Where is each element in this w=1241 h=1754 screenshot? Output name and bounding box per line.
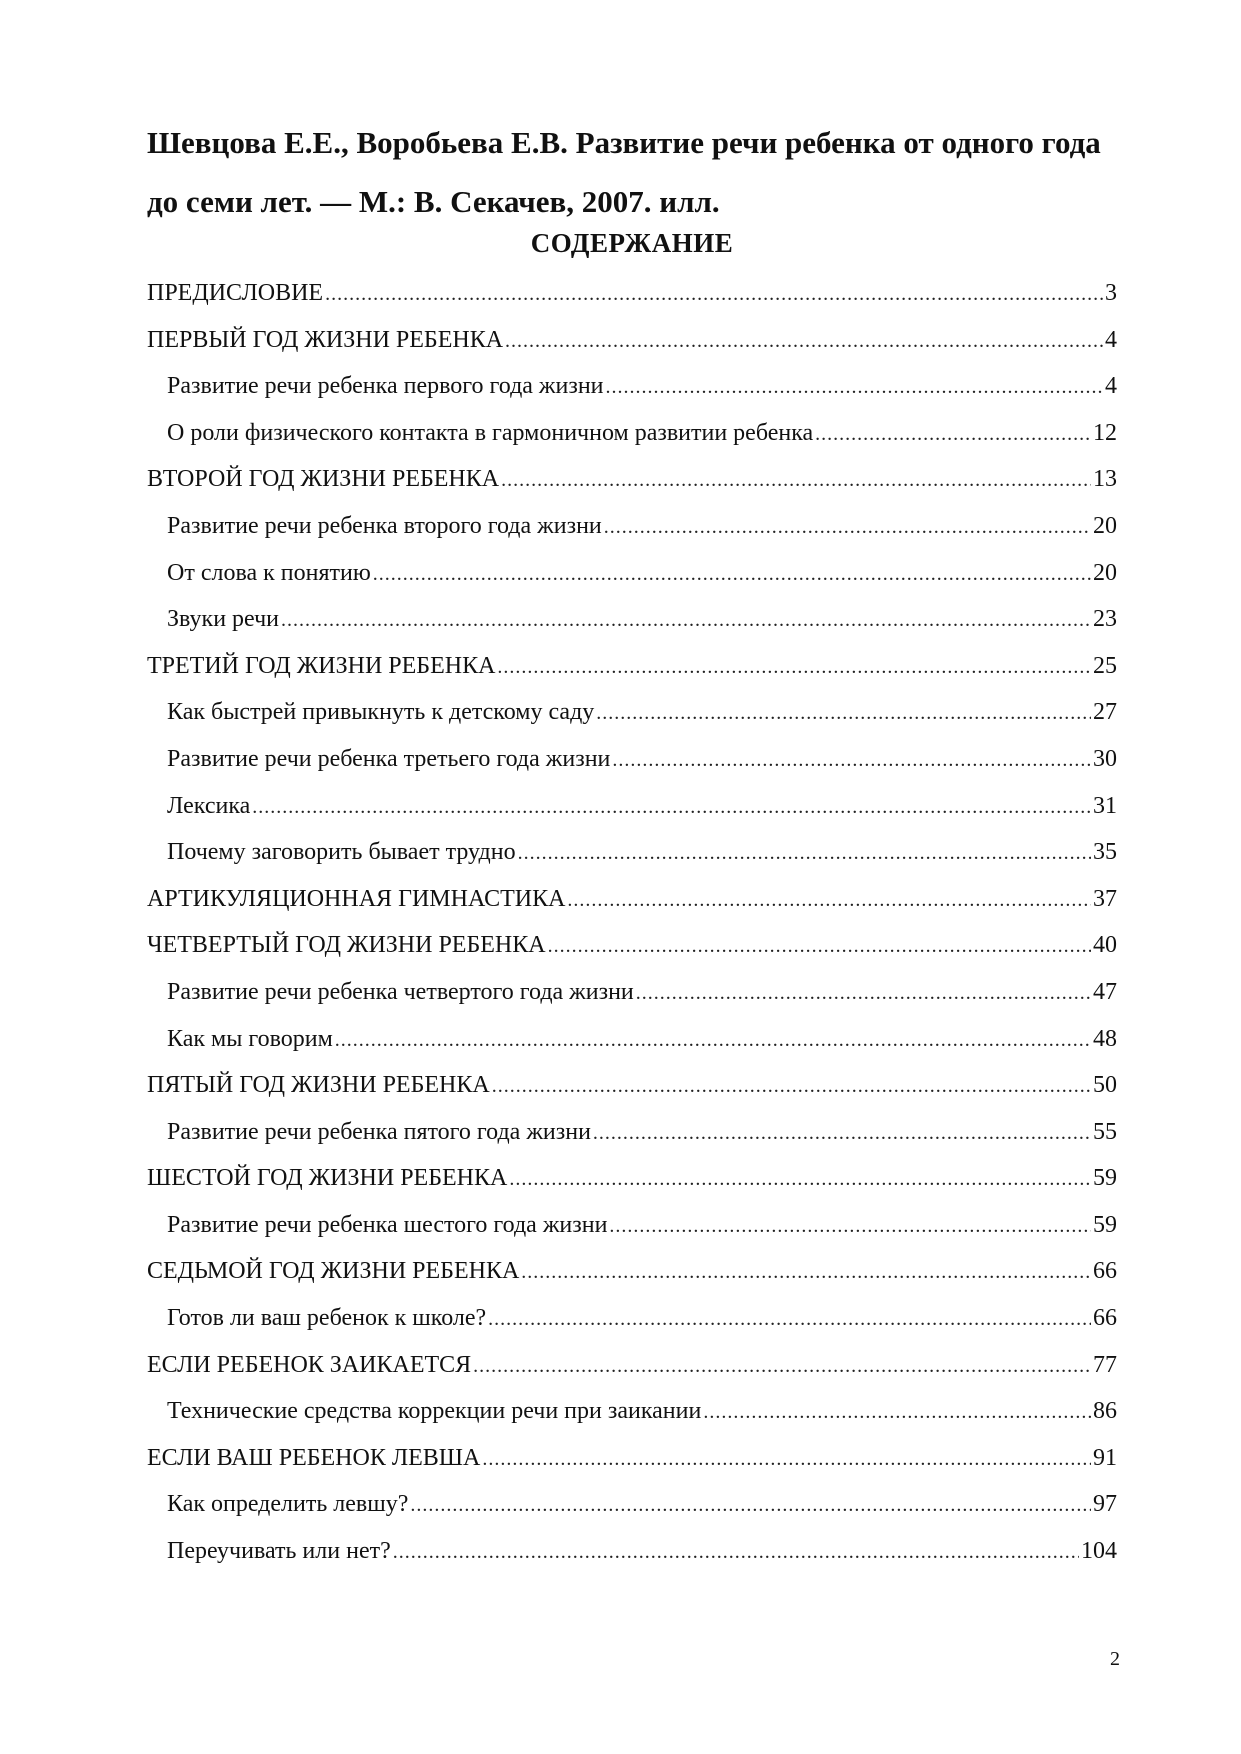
toc-entry-title: Почему заговорить бывает трудно <box>167 839 516 866</box>
toc-entry-page: 4 <box>1105 373 1117 400</box>
toc-entry-page: 97 <box>1093 1491 1117 1518</box>
toc-entry-page: 47 <box>1093 978 1117 1005</box>
toc-section-entry <box>147 1305 1117 1352</box>
toc-chapter-entry <box>147 466 1117 513</box>
toc-section-entry <box>147 1398 1117 1445</box>
toc-entry-page: 27 <box>1093 699 1117 726</box>
toc-dot-leader <box>505 330 1103 353</box>
toc-entry-title: АРТИКУЛЯЦИОННАЯ ГИМНАСТИКА <box>147 885 566 912</box>
toc-entry-page: 59 <box>1093 1211 1117 1238</box>
toc-entry-title: Развитие речи ребенка второго года жизни <box>167 512 602 539</box>
toc-section-entry <box>147 1491 1117 1538</box>
toc-entry-title: СЕДЬМОЙ ГОД ЖИЗНИ РЕБЕНКА <box>147 1258 520 1285</box>
toc-dot-leader <box>335 1029 1091 1052</box>
toc-entry-page: 13 <box>1093 466 1117 493</box>
toc-dot-leader <box>473 1355 1091 1378</box>
toc-dot-leader <box>548 935 1091 958</box>
toc-section-entry <box>147 1212 1117 1259</box>
toc-entry-page: 37 <box>1093 885 1117 912</box>
toc-chapter-entry <box>147 280 1117 327</box>
toc-entry-title: Как мы говорим <box>167 1025 333 1052</box>
toc-entry-title: Развитие речи ребенка третьего года жизни <box>167 745 611 772</box>
toc-entry-title: ВТОРОЙ ГОД ЖИЗНИ РЕБЕНКА <box>147 466 500 493</box>
toc-entry-title: Как быстрей привыкнуть к детскому саду <box>167 699 595 726</box>
toc-entry-title: Развитие речи ребенка первого года жизни <box>167 373 604 400</box>
toc-section-entry <box>147 1119 1117 1166</box>
toc-entry-page: 35 <box>1093 839 1117 866</box>
toc-entry-page: 31 <box>1093 792 1117 819</box>
toc-dot-leader <box>501 469 1091 492</box>
toc-entry-page: 30 <box>1093 745 1117 772</box>
toc-dot-leader <box>593 1122 1091 1145</box>
toc-dot-leader <box>612 749 1091 772</box>
toc-dot-leader <box>252 796 1091 819</box>
toc-section-entry <box>147 979 1117 1026</box>
toc-chapter-entry <box>147 653 1117 700</box>
toc-dot-leader <box>492 1075 1091 1098</box>
toc-entry-page: 59 <box>1093 1165 1117 1192</box>
toc-dot-leader <box>596 702 1091 725</box>
toc-dot-leader <box>604 516 1091 539</box>
toc-entry-title: ЧЕТВЕРТЫЙ ГОД ЖИЗНИ РЕБЕНКА <box>147 932 546 959</box>
toc-dot-leader <box>567 889 1091 912</box>
toc-entry-title: Переучивать или нет? <box>167 1538 391 1565</box>
toc-dot-leader <box>497 656 1091 679</box>
toc-entry-title: ПРЕДИСЛОВИЕ <box>147 280 324 306</box>
toc-entry-page: 48 <box>1093 1025 1117 1052</box>
toc-dot-leader <box>703 1401 1091 1424</box>
toc-entry-page: 91 <box>1093 1444 1117 1471</box>
toc-section-entry <box>147 839 1117 886</box>
toc-dot-leader <box>518 842 1091 865</box>
toc-entry-page: 50 <box>1093 1072 1117 1099</box>
toc-chapter-entry <box>147 1258 1117 1305</box>
toc-chapter-entry <box>147 932 1117 979</box>
toc-entry-title: О роли физического контакта в гармоничном развитии ребенка <box>167 419 814 446</box>
toc-entry-title: Лексика <box>167 792 251 819</box>
toc-dot-leader <box>325 283 1103 306</box>
toc-entry-title: ЕСЛИ РЕБЕНОК ЗАИКАЕТСЯ <box>147 1351 472 1378</box>
toc-entry-title: ЕСЛИ ВАШ РЕБЕНОК ЛЕВША <box>147 1444 481 1471</box>
toc-entry-title: ШЕСТОЙ ГОД ЖИЗНИ РЕБЕНКА <box>147 1165 508 1192</box>
toc-entry-page: 66 <box>1093 1305 1117 1332</box>
toc-chapter-entry <box>147 886 1117 933</box>
toc-dot-leader <box>393 1541 1079 1564</box>
toc-dot-leader <box>410 1494 1091 1517</box>
toc-entry-title: ПЕРВЫЙ ГОД ЖИЗНИ РЕБЕНКА <box>147 326 504 353</box>
toc-chapter-entry <box>147 327 1117 374</box>
toc-entry-page: 25 <box>1093 652 1117 679</box>
toc-dot-leader <box>521 1261 1091 1284</box>
toc-entry-title: Готов ли ваш ребенок к школе? <box>167 1305 487 1332</box>
toc-entry-title: Звуки речи <box>167 606 280 633</box>
page-number: 2 <box>1110 1648 1120 1670</box>
toc-section-entry <box>147 699 1117 746</box>
toc-dot-leader <box>606 376 1103 399</box>
toc-dot-leader <box>482 1448 1091 1471</box>
toc-section-entry <box>147 1026 1117 1073</box>
toc-entry-page: 23 <box>1093 606 1117 633</box>
toc-dot-leader <box>488 1308 1091 1331</box>
toc-entry-title: От слова к понятию <box>167 559 371 586</box>
toc-section-entry <box>147 1538 1117 1585</box>
toc-entry-page: 12 <box>1093 419 1117 446</box>
toc-entry-title: Как определить левшу? <box>167 1491 409 1518</box>
toc-entry-page: 3 <box>1105 280 1117 306</box>
toc-section-entry <box>147 560 1117 607</box>
toc-entry-page: 86 <box>1093 1398 1117 1425</box>
toc-entry-title: Развитие речи ребенка пятого года жизни <box>167 1118 591 1145</box>
toc-section-entry <box>147 606 1117 653</box>
toc-entry-title: Развитие речи ребенка шестого года жизни <box>167 1211 608 1238</box>
toc-dot-leader <box>609 1215 1091 1238</box>
toc-dot-leader <box>373 563 1091 586</box>
toc-section-entry <box>147 746 1117 793</box>
toc-heading: СОДЕРЖАНИЕ <box>530 228 734 258</box>
toc-entry-page: 104 <box>1081 1538 1117 1565</box>
toc-entry-title: ПЯТЫЙ ГОД ЖИЗНИ РЕБЕНКА <box>147 1072 490 1099</box>
toc-chapter-entry <box>147 1445 1117 1492</box>
toc-dot-leader <box>281 609 1091 632</box>
toc-section-entry <box>147 513 1117 560</box>
toc-entry-page: 20 <box>1093 559 1117 586</box>
toc-chapter-entry <box>147 1352 1117 1399</box>
table-of-contents <box>147 280 1117 1585</box>
toc-entry-page: 4 <box>1105 326 1117 353</box>
toc-section-entry <box>147 793 1117 840</box>
toc-dot-leader <box>636 982 1091 1005</box>
toc-section-entry <box>147 373 1117 420</box>
toc-entry-title: ТРЕТИЙ ГОД ЖИЗНИ РЕБЕНКА <box>147 652 496 679</box>
toc-entry-page: 20 <box>1093 512 1117 539</box>
toc-entry-title: Технические средства коррекции речи при заикании <box>167 1398 702 1425</box>
toc-dot-leader <box>815 423 1091 446</box>
toc-chapter-entry <box>147 1072 1117 1119</box>
toc-section-entry <box>147 420 1117 467</box>
toc-dot-leader <box>509 1168 1091 1191</box>
toc-entry-page: 77 <box>1093 1351 1117 1378</box>
book-title: Шевцова Е.Е., Воробьева Е.В. Развитие речи ребенка от одного года до семи лет. — М.: В. Секачев, 2007. илл. <box>147 125 1101 219</box>
toc-entry-title: Развитие речи ребенка четвертого года жизни <box>167 978 634 1005</box>
toc-entry-page: 55 <box>1093 1118 1117 1145</box>
toc-chapter-entry <box>147 1165 1117 1212</box>
toc-entry-page: 66 <box>1093 1258 1117 1285</box>
toc-entry-page: 40 <box>1093 932 1117 959</box>
